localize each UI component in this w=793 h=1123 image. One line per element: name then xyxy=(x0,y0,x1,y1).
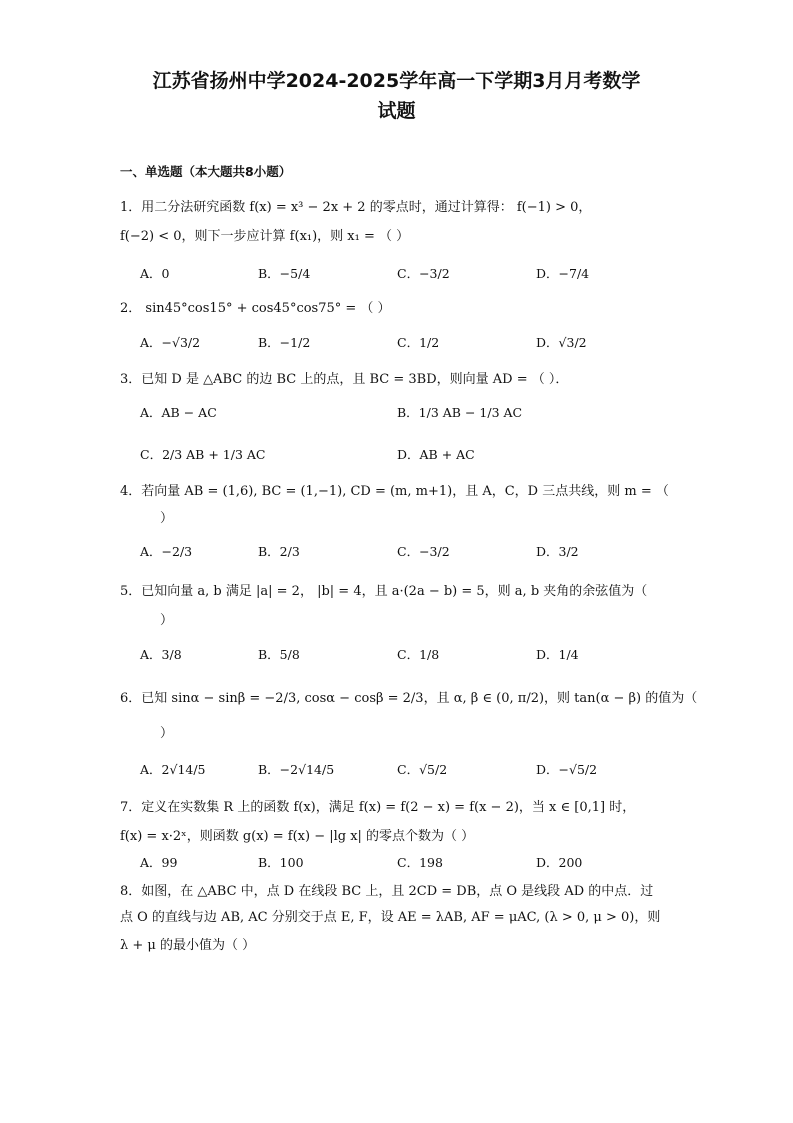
question-5-line2: ） xyxy=(160,613,174,628)
question-1-option-c: C．−3/2 xyxy=(397,266,450,281)
question-4-line1: 4．若向量 AB = (1,6), BC = (1,−1), CD = (m, m+1)，且 A，C，D 三点共线，则 m = （ xyxy=(120,484,669,499)
question-5-option-b: B．5/8 xyxy=(258,647,300,662)
question-7-line1: 7．定义在实数集 R 上的函数 f(x)，满足 f(x) = f(2 − x) = f(x − 2)，当 x ∈ [0,1] 时， xyxy=(120,800,636,815)
question-2-option-c: C．1/2 xyxy=(397,335,440,350)
question-3-option-a: A．AB − AC xyxy=(140,405,217,420)
question-3-option-c: C．2/3 AB + 1/3 AC xyxy=(140,447,266,462)
question-1-line2: f(−2) < 0，则下一步应计算 f(x₁)，则 x₁ = （ ） xyxy=(120,229,410,244)
question-5-option-c: C．1/8 xyxy=(397,647,440,662)
question-6-option-c: C．√5/2 xyxy=(397,762,448,777)
question-3-option-b: B．1/3 AB − 1/3 AC xyxy=(397,405,523,420)
question-1-option-b: B．−5/4 xyxy=(258,266,311,281)
question-2-option-d: D．√3/2 xyxy=(536,335,587,350)
question-7-option-d: D．200 xyxy=(536,855,583,870)
exam-title-line2: 试题 xyxy=(377,100,416,122)
question-6-option-d: D．−√5/2 xyxy=(536,762,598,777)
question-4-line2: ） xyxy=(160,511,174,526)
question-6-option-b: B．−2√14/5 xyxy=(258,762,335,777)
question-6-line1: 6．已知 sinα − sinβ = −2/3, cosα − cosβ = 2/3，且 α, β ∈ (0, π/2)，则 tan(α − β) 的值为（ xyxy=(120,691,698,706)
exam-title-line1: 江苏省扬州中学2024-2025学年高一下学期3月月考数学 xyxy=(152,70,641,92)
question-7-line2: f(x) = x·2ˣ，则函数 g(x) = f(x) − |lg x| 的零点个数为（ ） xyxy=(120,829,475,844)
question-5-option-d: D．1/4 xyxy=(536,647,579,662)
question-3-line1: 3．已知 D 是 △ABC 的边 BC 上的点，且 BC = 3BD，则向量 AD = （ ）． xyxy=(120,372,569,387)
question-2-option-b: B．−1/2 xyxy=(258,335,311,350)
question-4-option-c: C．−3/2 xyxy=(397,544,450,559)
question-1-line1: 1．用二分法研究函数 f(x) = x³ − 2x + 2 的零点时，通过计算得： f(−1) > 0， xyxy=(120,200,592,215)
question-4-option-b: B．2/3 xyxy=(258,544,300,559)
question-1-option-a: A．0 xyxy=(140,266,170,281)
question-6-line2: ） xyxy=(160,726,174,741)
question-8-line2: 点 O 的直线与边 AB, AC 分别交于点 E, F，设 AE = λAB, AF = μAC, (λ > 0, μ > 0)，则 xyxy=(120,910,661,925)
question-2-line1: 2． sin45°cos15° + cos45°cos75° = （ ） xyxy=(120,301,391,316)
question-7-option-c: C．198 xyxy=(397,855,443,870)
question-4-option-d: D．3/2 xyxy=(536,544,579,559)
question-5-option-a: A．3/8 xyxy=(140,647,182,662)
question-7-option-a: A．99 xyxy=(140,855,178,870)
question-7-option-b: B．100 xyxy=(258,855,304,870)
question-6-option-a: A．2√14/5 xyxy=(140,762,206,777)
question-4-option-a: A．−2/3 xyxy=(140,544,193,559)
question-3-option-d: D．AB + AC xyxy=(397,447,475,462)
question-1-option-d: D．−7/4 xyxy=(536,266,590,281)
section-heading: 一、单选题（本大题共8小题） xyxy=(120,164,292,179)
question-8-line1: 8．如图，在 △ABC 中，点 D 在线段 BC 上，且 2CD = DB，点 O 是线段 AD 的中点．过 xyxy=(120,884,654,899)
question-8-line3: λ + μ 的最小值为（ ） xyxy=(120,938,256,953)
question-5-line1: 5．已知向量 a, b 满足 |a| = 2， |b| = 4，且 a·(2a − b) = 5，则 a, b 夹角的余弦值为（ xyxy=(120,584,648,599)
question-2-option-a: A．−√3/2 xyxy=(140,335,201,350)
